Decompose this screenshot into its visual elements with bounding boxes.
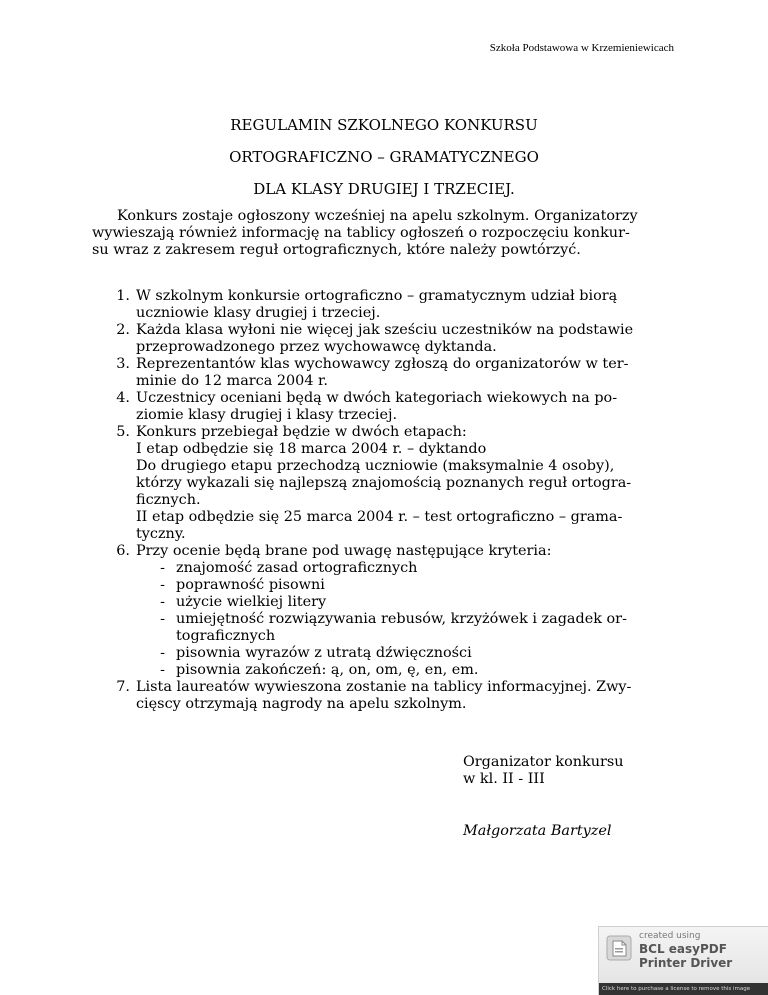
rule-number: 6. <box>116 543 130 559</box>
rule-item <box>103 679 678 713</box>
rule-text: tyczny. <box>136 526 186 542</box>
signature-role: Organizator konkursu <box>463 754 624 770</box>
intro-line: wywieszają również informację na tablicy ogłoszeń o rozpoczęciu konkur- <box>92 225 630 241</box>
criteria-item <box>136 645 678 662</box>
badge-product-line-1: BCL easyPDF <box>639 942 727 956</box>
rule-number: 7. <box>116 679 130 695</box>
signature-class: w kl. II - III <box>463 771 545 787</box>
rule-text: przeprowadzonego przez wychowawcę dyktanda. <box>136 339 497 355</box>
criteria-list <box>136 560 678 679</box>
criteria-text: użycie wielkiej litery <box>176 594 327 610</box>
rule-number: 3. <box>116 356 130 372</box>
intro-line: Konkurs zostaje ogłoszony wcześniej na apelu szkolnym. Organizatorzy <box>117 208 638 224</box>
rule-text: Każda klasa wyłoni nie więcej jak sześciu uczestników na podstawie <box>136 322 634 338</box>
badge-purchase-link[interactable]: Click here to purchase a license to remove this image <box>599 983 768 995</box>
rule-text: cięscy otrzymają nagrody na apelu szkolnym. <box>136 696 467 712</box>
badge-product-text <box>639 942 732 970</box>
dash-marker: - <box>160 662 165 678</box>
title-line-2: ORTOGRAFICZNO – GRAMATYCZNEGO <box>229 148 539 166</box>
criteria-text: pisownia zakończeń: ą, on, om, ę, en, em. <box>176 662 479 678</box>
criteria-text: znajomość zasad ortograficznych <box>176 560 418 576</box>
criteria-text: tograficznych <box>176 628 276 644</box>
criteria-item <box>136 611 678 645</box>
rule-item <box>103 356 678 390</box>
dash-marker: - <box>160 560 165 576</box>
rule-text: uczniowie klasy drugiej i trzeciej. <box>136 305 381 321</box>
rule-text: Konkurs przebiegał będzie w dwóch etapach: <box>136 424 467 440</box>
rule-number: 2. <box>116 322 130 338</box>
rule-text: Przy ocenie będą brane pod uwagę następujące kryteria: <box>136 543 552 559</box>
rule-text: ficznych. <box>136 492 201 508</box>
rule-item <box>103 390 678 424</box>
rule-text: Lista laureatów wywieszona zostanie na tablicy informacyjnej. Zwy- <box>136 679 632 695</box>
criteria-item <box>136 577 678 594</box>
title-line-1: REGULAMIN SZKOLNEGO KONKURSU <box>230 116 538 134</box>
rule-text: Reprezentantów klas wychowawcy zgłoszą do organizatorów w ter- <box>136 356 629 372</box>
rule-text: I etap odbędzie się 18 marca 2004 r. – dyktando <box>136 441 487 457</box>
criteria-item <box>136 662 678 679</box>
dash-marker: - <box>160 645 165 661</box>
rule-text: II etap odbędzie się 25 marca 2004 r. – test ortograficzno – grama- <box>136 509 623 525</box>
rule-number: 4. <box>116 390 130 406</box>
rule-text: ziomie klasy drugiej i klasy trzeciej. <box>136 407 398 423</box>
rule-text: Uczestnicy oceniani będą w dwóch kategoriach wiekowych na po- <box>136 390 618 406</box>
rule-text: którzy wykazali się najlepszą znajomością poznanych reguł ortogra- <box>136 475 632 491</box>
rule-item <box>103 424 678 543</box>
rule-item <box>103 322 678 356</box>
signature-name: Małgorzata Bartyzel <box>463 823 612 839</box>
badge-product-line-2: Printer Driver <box>639 956 733 970</box>
criteria-text: umiejętność rozwiązywania rebusów, krzyżówek i zagadek or- <box>176 611 627 627</box>
intro-line: su wraz z zakresem reguł ortograficznych, które należy powtórzyć. <box>92 242 581 258</box>
rule-number: 1. <box>116 288 130 304</box>
rule-text: minie do 12 marca 2004 r. <box>136 373 328 389</box>
dash-marker: - <box>160 611 165 627</box>
title-line-3: DLA KLASY DRUGIEJ I TRZECIEJ. <box>253 180 515 198</box>
rule-item <box>103 288 678 322</box>
easypdf-logo-icon <box>606 935 632 961</box>
criteria-item <box>136 560 678 577</box>
intro-paragraph <box>92 208 678 259</box>
criteria-text: pisownia wyrazów z utratą dźwięczności <box>176 645 472 661</box>
badge-created-text: created using <box>639 931 701 941</box>
easypdf-watermark-badge[interactable] <box>598 926 768 995</box>
rule-text: Do drugiego etapu przechodzą uczniowie (maksymalnie 4 osoby), <box>136 458 615 474</box>
rule-text: W szkolnym konkursie ortograficzno – gramatycznym udział biorą <box>136 288 618 304</box>
rules-list <box>103 288 678 713</box>
dash-marker: - <box>160 577 165 593</box>
criteria-item <box>136 594 678 611</box>
criteria-text: poprawność pisowni <box>176 577 325 593</box>
dash-marker: - <box>160 594 165 610</box>
rule-number: 5. <box>116 424 130 440</box>
page-header: Szkoła Podstawowa w Krzemieniewicach <box>489 42 674 54</box>
rule-item <box>103 543 678 679</box>
document-title <box>0 116 768 212</box>
signature-block <box>463 754 624 840</box>
